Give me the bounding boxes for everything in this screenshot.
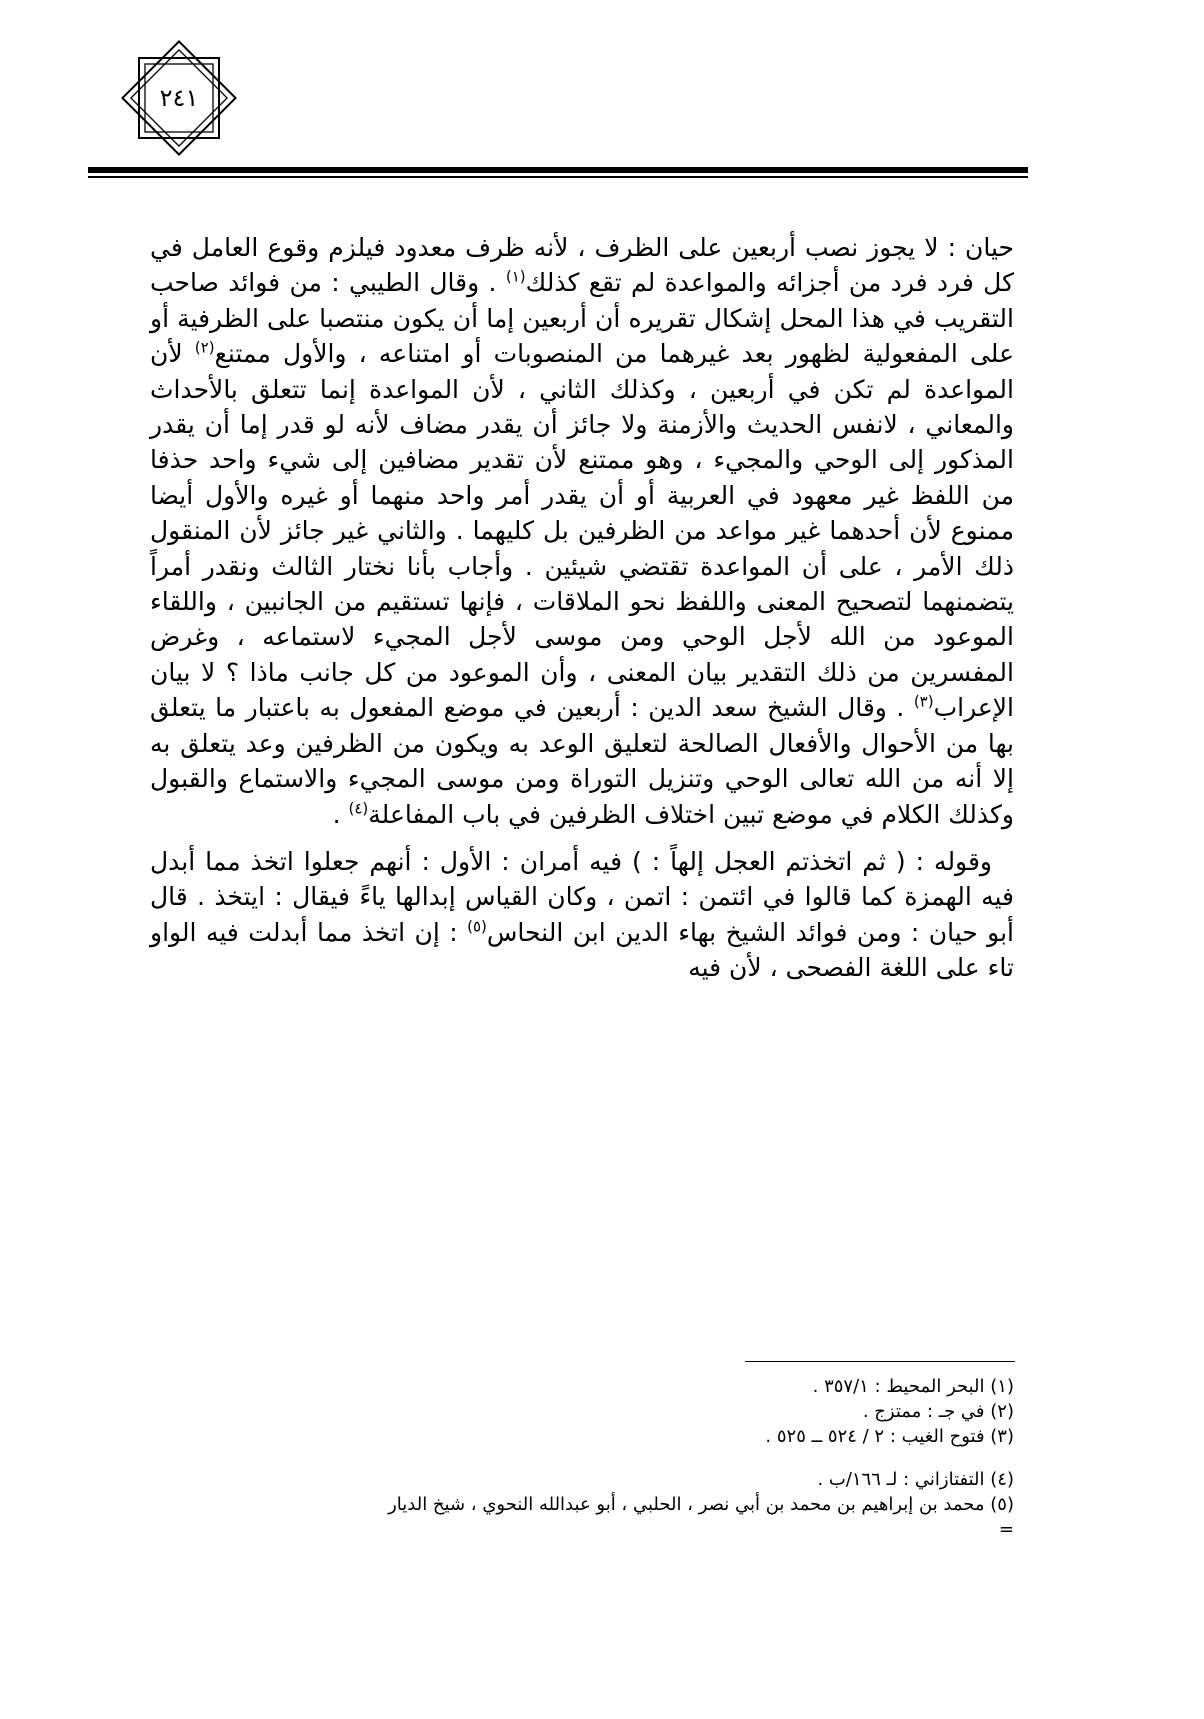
- footnotes: [150, 1374, 1014, 1542]
- footnote-2: (٢) في جـ : ممتزج .: [862, 1401, 1014, 1422]
- main-text: [150, 230, 1014, 986]
- footnote-ref-5: (٥): [467, 917, 487, 936]
- header-rule-thin: [88, 176, 1028, 178]
- footnote-separator: [745, 1361, 1015, 1362]
- footnote-ref-1: (١): [505, 268, 526, 287]
- footnote-ref-3: (٣): [913, 692, 934, 711]
- footnote-1: (١) البحر المحيط : ٣٥٧/١ .: [812, 1376, 1014, 1397]
- header-rule-thick: [88, 167, 1028, 173]
- footnote-ref-2: (٢): [194, 338, 215, 357]
- footnote-continuation-mark: =: [998, 1519, 1014, 1540]
- page-number: ٢٤١: [159, 84, 199, 112]
- paragraph-1: حيان : لا يجوز نصب أربعين على الظرف ، لأنه ظرف معدود فيلزم وقوع العامل في كل فرد فرد من أجزائه والمواعدة لم تقع كذلك$^{(١)}$ . وقال الطيبي : من فوائد صاحب التقريب في هذا المحل إشكال تقريره أن أربعين إما أن يكون منتصبا على الظرفية أو على المفعولية لظهور بعد غيرهما من المنصوبات أو امتناعه ، والأول ممتنع$^{(٢)}$ لأن المواعدة لم تكن في أربعين ، وكذلك الثاني ، لأن المواعدة إنما تتعلق بالأحداث والمعاني ، لانفس الحديث والأزمنة ولا جائز أن يقدر مضاف لأنه لو قدر إما أن يقدر المذكور إلى الوحي والمجيء ، وهو ممتنع لأن تقدير مضافين إلى شيء واحد حذفا من اللفظ غير معهود في العربية أو أن يقدر أمر واحد منهما أو غيره والأول أيضا ممنوع لأن أحدهما غير مواعد من الظرفين بل كليهما . والثاني غير جائز لأن المنقول ذلك الأمر ، على أن المواعدة تقتضي شيئين . وأجاب بأنا نختار الثالث ونقدر أمراً يتضمنهما لتصحيح المعنى واللفظ نحو الملاقات ، فإنها تستقيم من الجانبين ، واللقاء الموعود من الله لأجل الوحي ومن موسى لأجل المجيء لاستماعه ، وغرض المفسرين من ذلك التقدير بيان المعنى ، وأن الموعود من كل جانب ماذا ؟ لا بيان الإعراب$^{(٣)}$ . وقال الشيخ سعد الدين : أربعين في موضع المفعول به باعتبار ما يتعلق بها من الأحوال والأفعال الصالحة لتعليق الوعد به ويكون من الظرفين وعد يتعلق به إلا أنه من الله تعالى الوحي وتنزيل التوراة ومن موسى المجيء والاستماع والقبول وكذلك الكلام في موضع تبين اختلاف الظرفين في باب المفاعلة$^{(٤)}$ .: [150, 233, 1014, 829]
- paragraph-2: وقوله : ( ثم اتخذتم العجل إلهاً : ) فيه أمران : الأول : أنهم جعلوا اتخذ مما أبدل فيه الهمزة كما قالوا في ائتمن : اتمن ، وكان القياس إبدالها ياءً فيقال : ايتخذ . قال أبو حيان : ومن فوائد الشيخ بهاء الدين ابن النحاس$^{(٥)}$ : إن اتخذ مما أبدلت فيه الواو تاء على اللغة الفصحى ، لأن فيه: [150, 846, 1014, 983]
- footnote-3: (٣) فتوح الغيب : ٢ / ٥٢٤ ــ ٥٢٥ .: [765, 1426, 1014, 1447]
- footnote-4: (٤) التفتازاني : لـ ١٦٦/ب .: [817, 1469, 1014, 1490]
- footnote-5: (٥) محمد بن إبراهيم بن محمد بن أبي نصر ، الحلبي ، أبو عبدالله النحوي ، شيخ الديار: [388, 1494, 1014, 1515]
- footnote-ref-4: (٤): [348, 799, 369, 818]
- page-number-badge: [105, 40, 245, 180]
